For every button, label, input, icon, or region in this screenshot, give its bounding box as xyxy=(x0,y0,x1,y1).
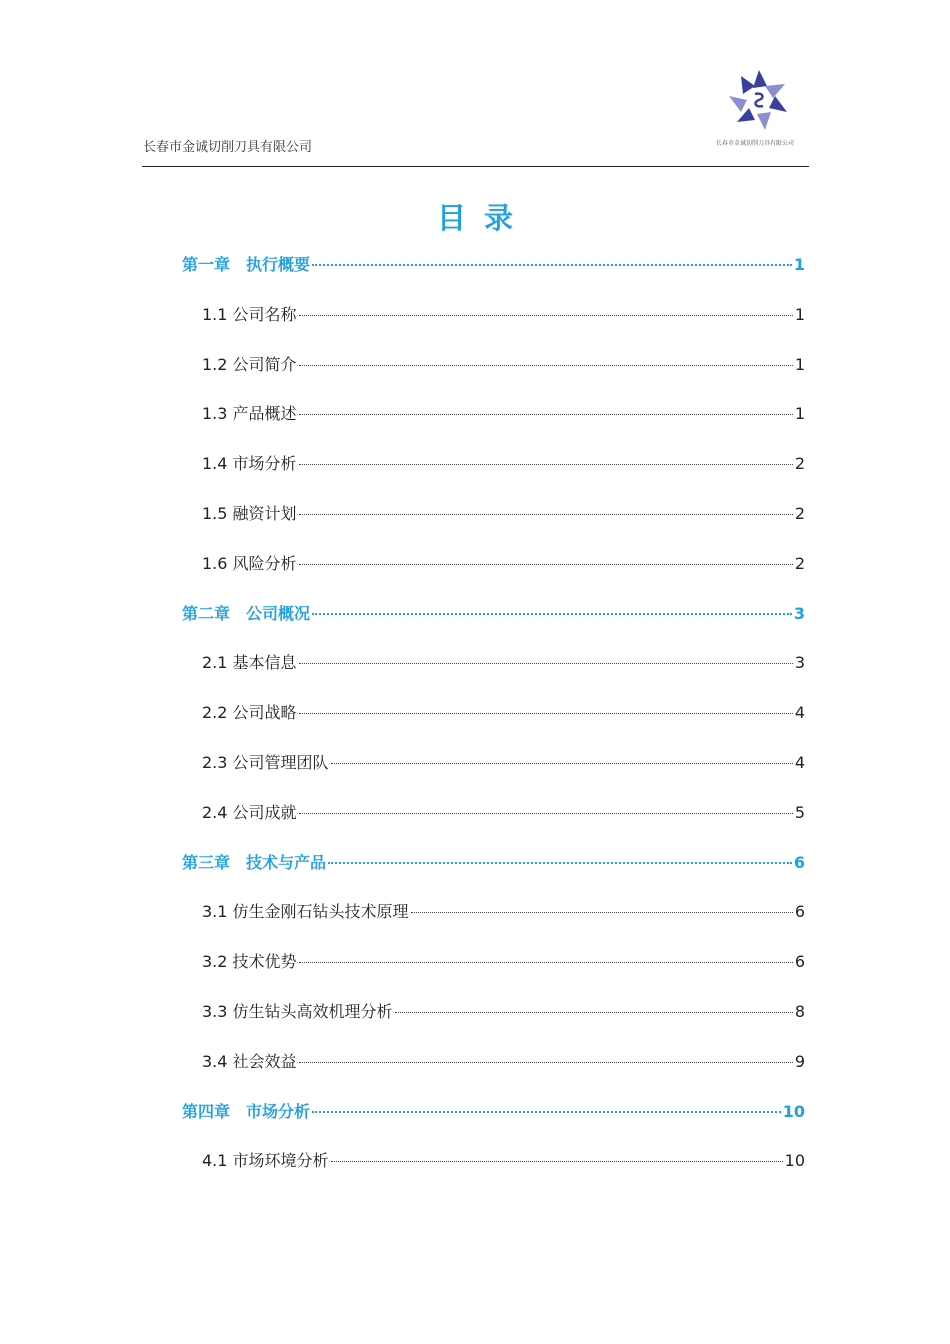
toc-entry-page-number: 8 xyxy=(794,1002,805,1021)
toc-entry-page-number: 5 xyxy=(794,802,805,822)
toc-section-entry[interactable] xyxy=(202,302,805,332)
toc-entry-page-number: 4 xyxy=(794,753,805,772)
toc-entry-label: 3.1 仿生金刚石钻头技术原理 xyxy=(202,902,409,922)
toc-entry-page-number: 2 xyxy=(794,454,805,474)
toc-section-entry[interactable] xyxy=(202,501,805,531)
toc-entry-label: 第三章 技术与产品 xyxy=(182,852,327,872)
toc-entry-label: 1.6 风险分析 xyxy=(202,553,297,573)
toc-dot-leader xyxy=(411,912,793,913)
toc-entry-page-number: 1 xyxy=(794,404,805,424)
toc-entry-page-number: 1 xyxy=(793,255,805,274)
toc-dot-leader xyxy=(299,464,793,465)
toc-entry-label: 第二章 公司概况 xyxy=(182,603,311,623)
toc-entry-page-number: 6 xyxy=(793,852,805,872)
toc-entry-label: 2.1 基本信息 xyxy=(202,653,297,673)
toc-entry-page-number: 6 xyxy=(794,902,805,922)
toc-entry-label: 1.1 公司名称 xyxy=(202,304,297,324)
toc-entry-label: 2.2 公司战略 xyxy=(202,703,297,723)
toc-entry-page-number: 3 xyxy=(794,653,805,673)
toc-section-entry[interactable] xyxy=(202,800,805,830)
toc-entry-label: 第四章 市场分析 xyxy=(182,1101,311,1121)
toc-section-entry[interactable] xyxy=(202,899,805,929)
toc-section-entry[interactable] xyxy=(202,551,805,581)
toc-chapter-entry[interactable] xyxy=(182,252,805,282)
toc-dot-leader xyxy=(299,414,793,415)
toc-dot-leader xyxy=(328,862,792,864)
toc-section-entry[interactable] xyxy=(202,700,805,730)
toc-dot-leader xyxy=(299,315,793,316)
toc-entry-page-number: 1 xyxy=(794,304,805,324)
toc-entry-label: 1.2 公司简介 xyxy=(202,354,297,374)
toc-dot-leader xyxy=(299,663,793,664)
company-logo xyxy=(705,66,805,152)
toc-entry-page-number: 10 xyxy=(784,1151,805,1171)
toc-entry-label: 3.2 技术优势 xyxy=(202,952,297,972)
toc-section-entry[interactable] xyxy=(202,949,805,979)
toc-entry-label: 4.1 市场环境分析 xyxy=(202,1151,329,1171)
toc-entry-label: 1.4 市场分析 xyxy=(202,454,297,474)
toc-dot-leader xyxy=(299,713,793,714)
toc-entry-label: 3.4 社会效益 xyxy=(202,1051,297,1071)
toc-title: 目录 xyxy=(436,201,531,235)
toc-dot-leader xyxy=(299,365,793,366)
toc-entry-label: 2.3 公司管理团队 xyxy=(202,753,329,772)
toc-section-entry[interactable] xyxy=(202,999,805,1029)
toc-entry-page-number: 10 xyxy=(782,1101,805,1121)
toc-dot-leader xyxy=(299,514,793,515)
toc-entry-label: 第一章 执行概要 xyxy=(182,255,311,274)
toc-dot-leader xyxy=(299,564,793,565)
toc-entry-page-number: 4 xyxy=(794,703,805,723)
toc-section-entry[interactable] xyxy=(202,352,805,382)
toc-section-entry[interactable] xyxy=(202,750,805,780)
toc-entry-page-number: 6 xyxy=(794,952,805,972)
toc-entry-page-number: 3 xyxy=(793,603,805,623)
toc-dot-leader xyxy=(331,763,793,764)
toc-chapter-entry[interactable] xyxy=(182,850,805,880)
toc-dot-leader xyxy=(331,1161,783,1162)
toc-dot-leader xyxy=(312,264,792,266)
toc-entry-page-number: 1 xyxy=(794,354,805,374)
header-divider xyxy=(142,166,809,167)
toc-entry-page-number: 9 xyxy=(794,1051,805,1071)
toc-section-entry[interactable] xyxy=(202,1148,805,1178)
toc-dot-leader xyxy=(312,1111,781,1113)
toc-entry-label: 3.3 仿生钻头高效机理分析 xyxy=(202,1002,393,1021)
toc-chapter-entry[interactable] xyxy=(182,601,805,631)
toc-chapter-entry[interactable] xyxy=(182,1099,805,1129)
logo-icon xyxy=(705,66,805,136)
toc-entry-label: 1.5 融资计划 xyxy=(202,504,297,523)
toc-entry-page-number: 2 xyxy=(794,553,805,573)
header-company-name: 长春市金诚切削刀具有限公司 xyxy=(143,140,313,155)
toc-section-entry[interactable] xyxy=(202,1049,805,1079)
toc-entry-label: 2.4 公司成就 xyxy=(202,802,297,822)
toc-section-entry[interactable] xyxy=(202,401,805,431)
toc-dot-leader xyxy=(312,613,792,615)
toc-dot-leader xyxy=(299,1062,793,1063)
toc-dot-leader xyxy=(299,813,793,814)
toc-dot-leader xyxy=(395,1012,793,1013)
toc-section-entry[interactable] xyxy=(202,650,805,680)
logo-caption: 长春市金诚切削刀具有限公司 xyxy=(715,140,794,147)
toc-dot-leader xyxy=(299,962,793,963)
toc-section-entry[interactable] xyxy=(202,451,805,481)
toc-entry-label: 1.3 产品概述 xyxy=(202,404,297,424)
toc-entry-page-number: 2 xyxy=(794,504,805,523)
